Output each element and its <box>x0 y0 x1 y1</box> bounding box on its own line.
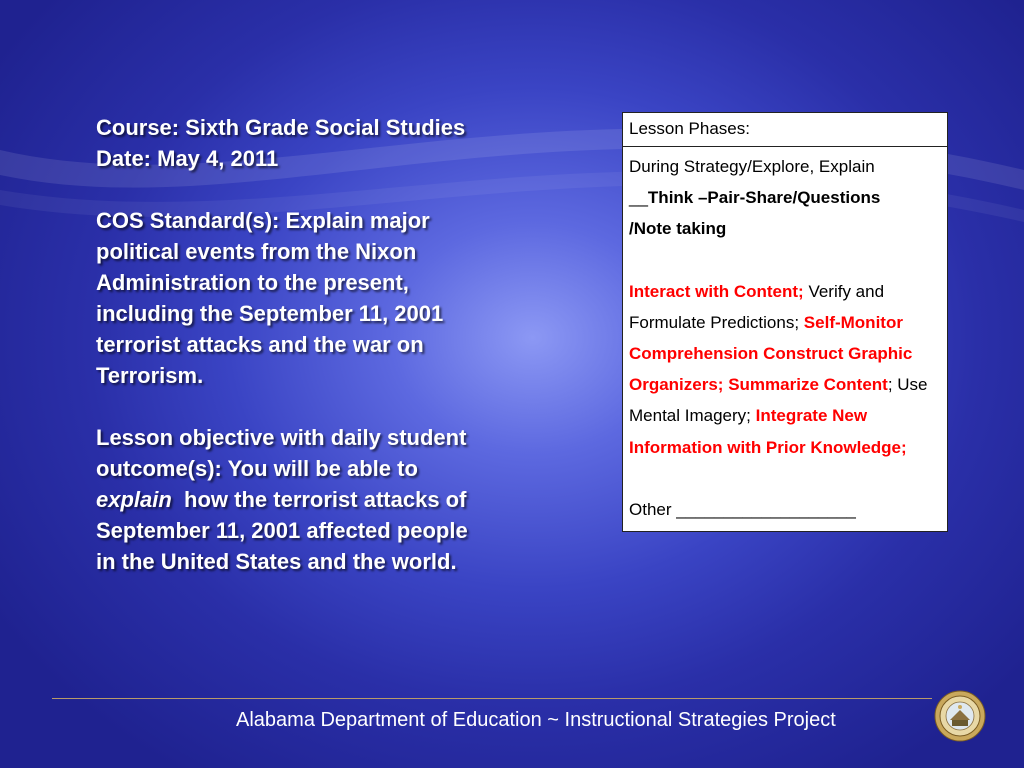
think-pair-share: Think –Pair-Share/Questions <box>647 188 881 208</box>
lesson-phases-box <box>622 112 948 532</box>
verify-predictions: Verify and Formulate Predictions; <box>629 281 885 332</box>
standard-line-3: Administration to the present, <box>96 270 409 295</box>
objective-line-2: outcome(s): You will be able to <box>96 456 418 481</box>
standard-line-6: Terrorism. <box>96 363 204 388</box>
lesson-summary <box>96 112 586 577</box>
objective-line-3-rest: how the terrorist attacks of <box>171 487 467 512</box>
standard-line-2: political events from the Nixon <box>96 239 417 264</box>
course-line: Course: Sixth Grade Social Studies <box>96 115 466 140</box>
think-pair-share-line <box>629 182 941 213</box>
other-line: Other ___________________ <box>629 499 856 519</box>
standard-line-4: including the September 11, 2001 <box>96 301 444 326</box>
date-line: Date: May 4, 2011 <box>96 146 279 171</box>
blank-underscore: __ <box>629 188 648 208</box>
alabama-state-seal-icon <box>934 690 986 742</box>
use-mental-imagery: ; Use Mental Imagery; <box>629 375 928 426</box>
footer-divider <box>52 698 932 699</box>
objective-line-1: Lesson objective with daily student <box>96 425 467 450</box>
footer-text: Alabama Department of Education ~ Instructional Strategies Project <box>236 709 836 731</box>
lesson-phases-header: Lesson Phases: <box>623 113 947 147</box>
during-strategy: During Strategy/Explore, Explain <box>629 157 875 176</box>
note-taking: /Note taking <box>629 219 727 239</box>
objective-emphasis: explain <box>96 487 172 512</box>
interact-with-content: Interact with Content; <box>629 281 804 301</box>
standard-line-1: COS Standard(s): Explain major <box>96 208 430 233</box>
integrate-new-information: Integrate New Information with Prior Knowledge; <box>629 406 907 457</box>
self-monitor-comprehension: Self-Monitor Comprehension Construct Graphic Organizers; Summarize Content <box>629 312 913 395</box>
objective-line-5: in the United States and the world. <box>96 549 457 574</box>
strategies-paragraph <box>629 276 941 463</box>
standard-line-5: terrorist attacks and the war on <box>96 332 424 357</box>
objective-line-4: September 11, 2001 affected people <box>96 518 468 543</box>
objective-line-3 <box>96 484 586 515</box>
lesson-phases-body <box>623 147 947 531</box>
